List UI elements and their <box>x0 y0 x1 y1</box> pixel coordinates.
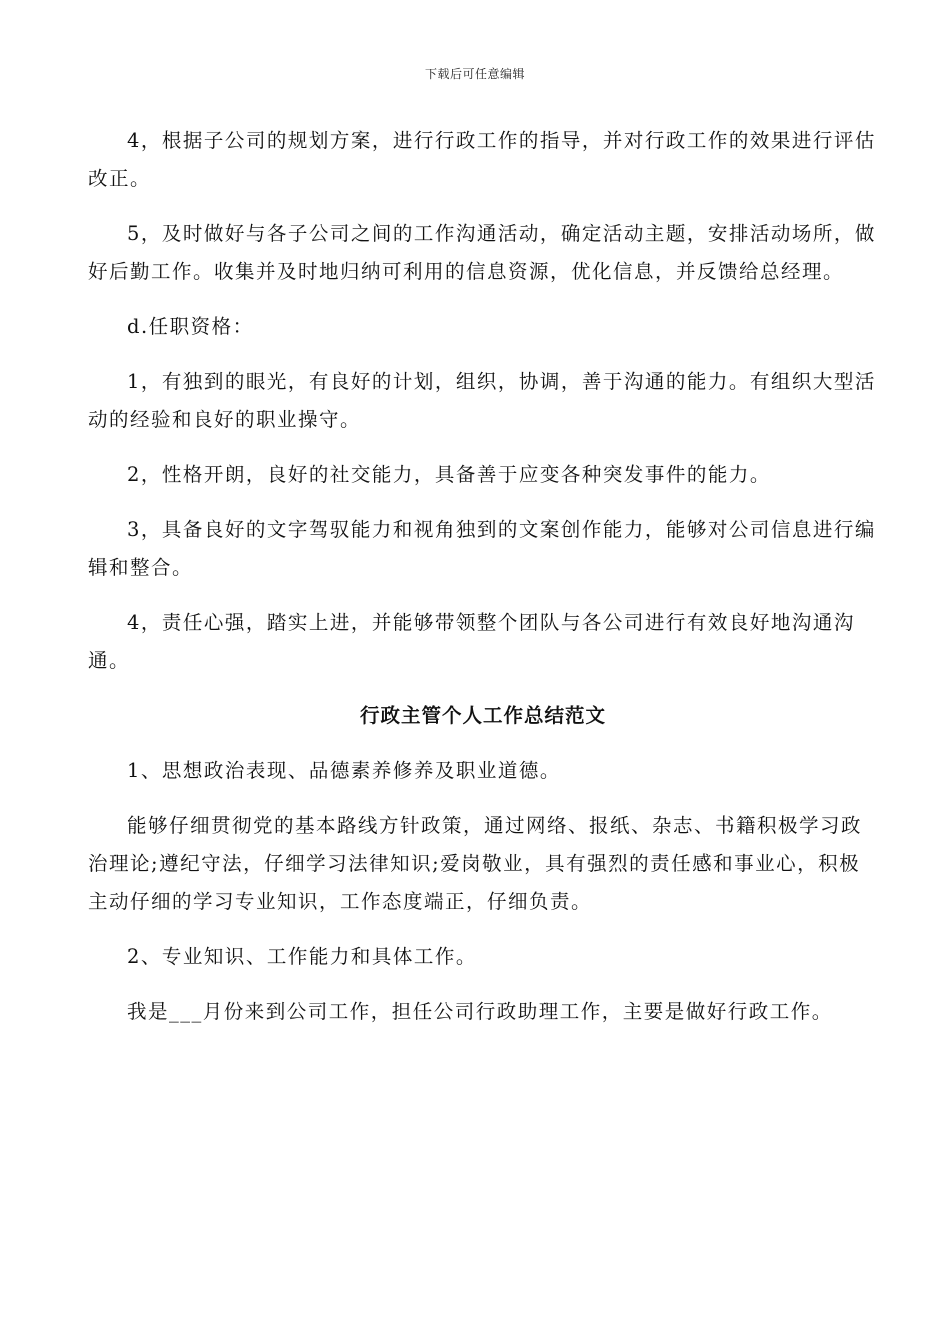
paragraph-qualification-3: 3，具备良好的文字驾驭能力和视角独到的文案创作能力，能够对公司信息进行编辑和整合。 <box>88 518 876 579</box>
paragraph-qualifications-heading: d.任职资格： <box>127 315 254 338</box>
paragraph-item-5-communication: 5，及时做好与各子公司之间的工作沟通活动，确定活动主题，安排活动场所，做好后勤工作。收集并及时地归纳可利用的信息资源，优化信息，并反馈给总经理。 <box>88 222 876 283</box>
section-title: 行政主管个人工作总结范文 <box>359 704 606 727</box>
paragraph-summary-2-heading: 2、专业知识、工作能力和具体工作。 <box>127 945 477 968</box>
paragraph-summary-1-body: 能够仔细贯彻党的基本路线方针政策，通过网络、报纸、杂志、书籍积极学习政治理论;遵纪守法，仔细学习法律知识;爱岗敬业，具有强烈的责任感和事业心，积极主动仔细的学习专业知识，工作态度端正，仔细负责。 <box>88 814 863 913</box>
paragraph-summary-1-heading: 1、思想政治表现、品德素养修养及职业道德。 <box>127 759 561 782</box>
document-body <box>88 122 878 1048</box>
paragraph-qualification-2: 2，性格开朗，良好的社交能力，具备善于应变各种突发事件的能力。 <box>127 463 771 486</box>
paragraph-summary-2-body: 我是___月份来到公司工作，担任公司行政助理工作，主要是做好行政工作。 <box>127 1000 833 1023</box>
paragraph-qualification-4: 4，责任心强，踏实上进，并能够带领整个团队与各公司进行有效良好地沟通沟通。 <box>88 611 855 672</box>
page-header: 下载后可任意编辑 <box>424 67 525 81</box>
paragraph-qualification-1: 1，有独到的眼光，有良好的计划，组织，协调，善于沟通的能力。有组织大型活动的经验和良好的职业操守。 <box>88 370 876 431</box>
paragraph-item-4-guidance: 4，根据子公司的规划方案，进行行政工作的指导，并对行政工作的效果进行评估改正。 <box>88 129 876 190</box>
